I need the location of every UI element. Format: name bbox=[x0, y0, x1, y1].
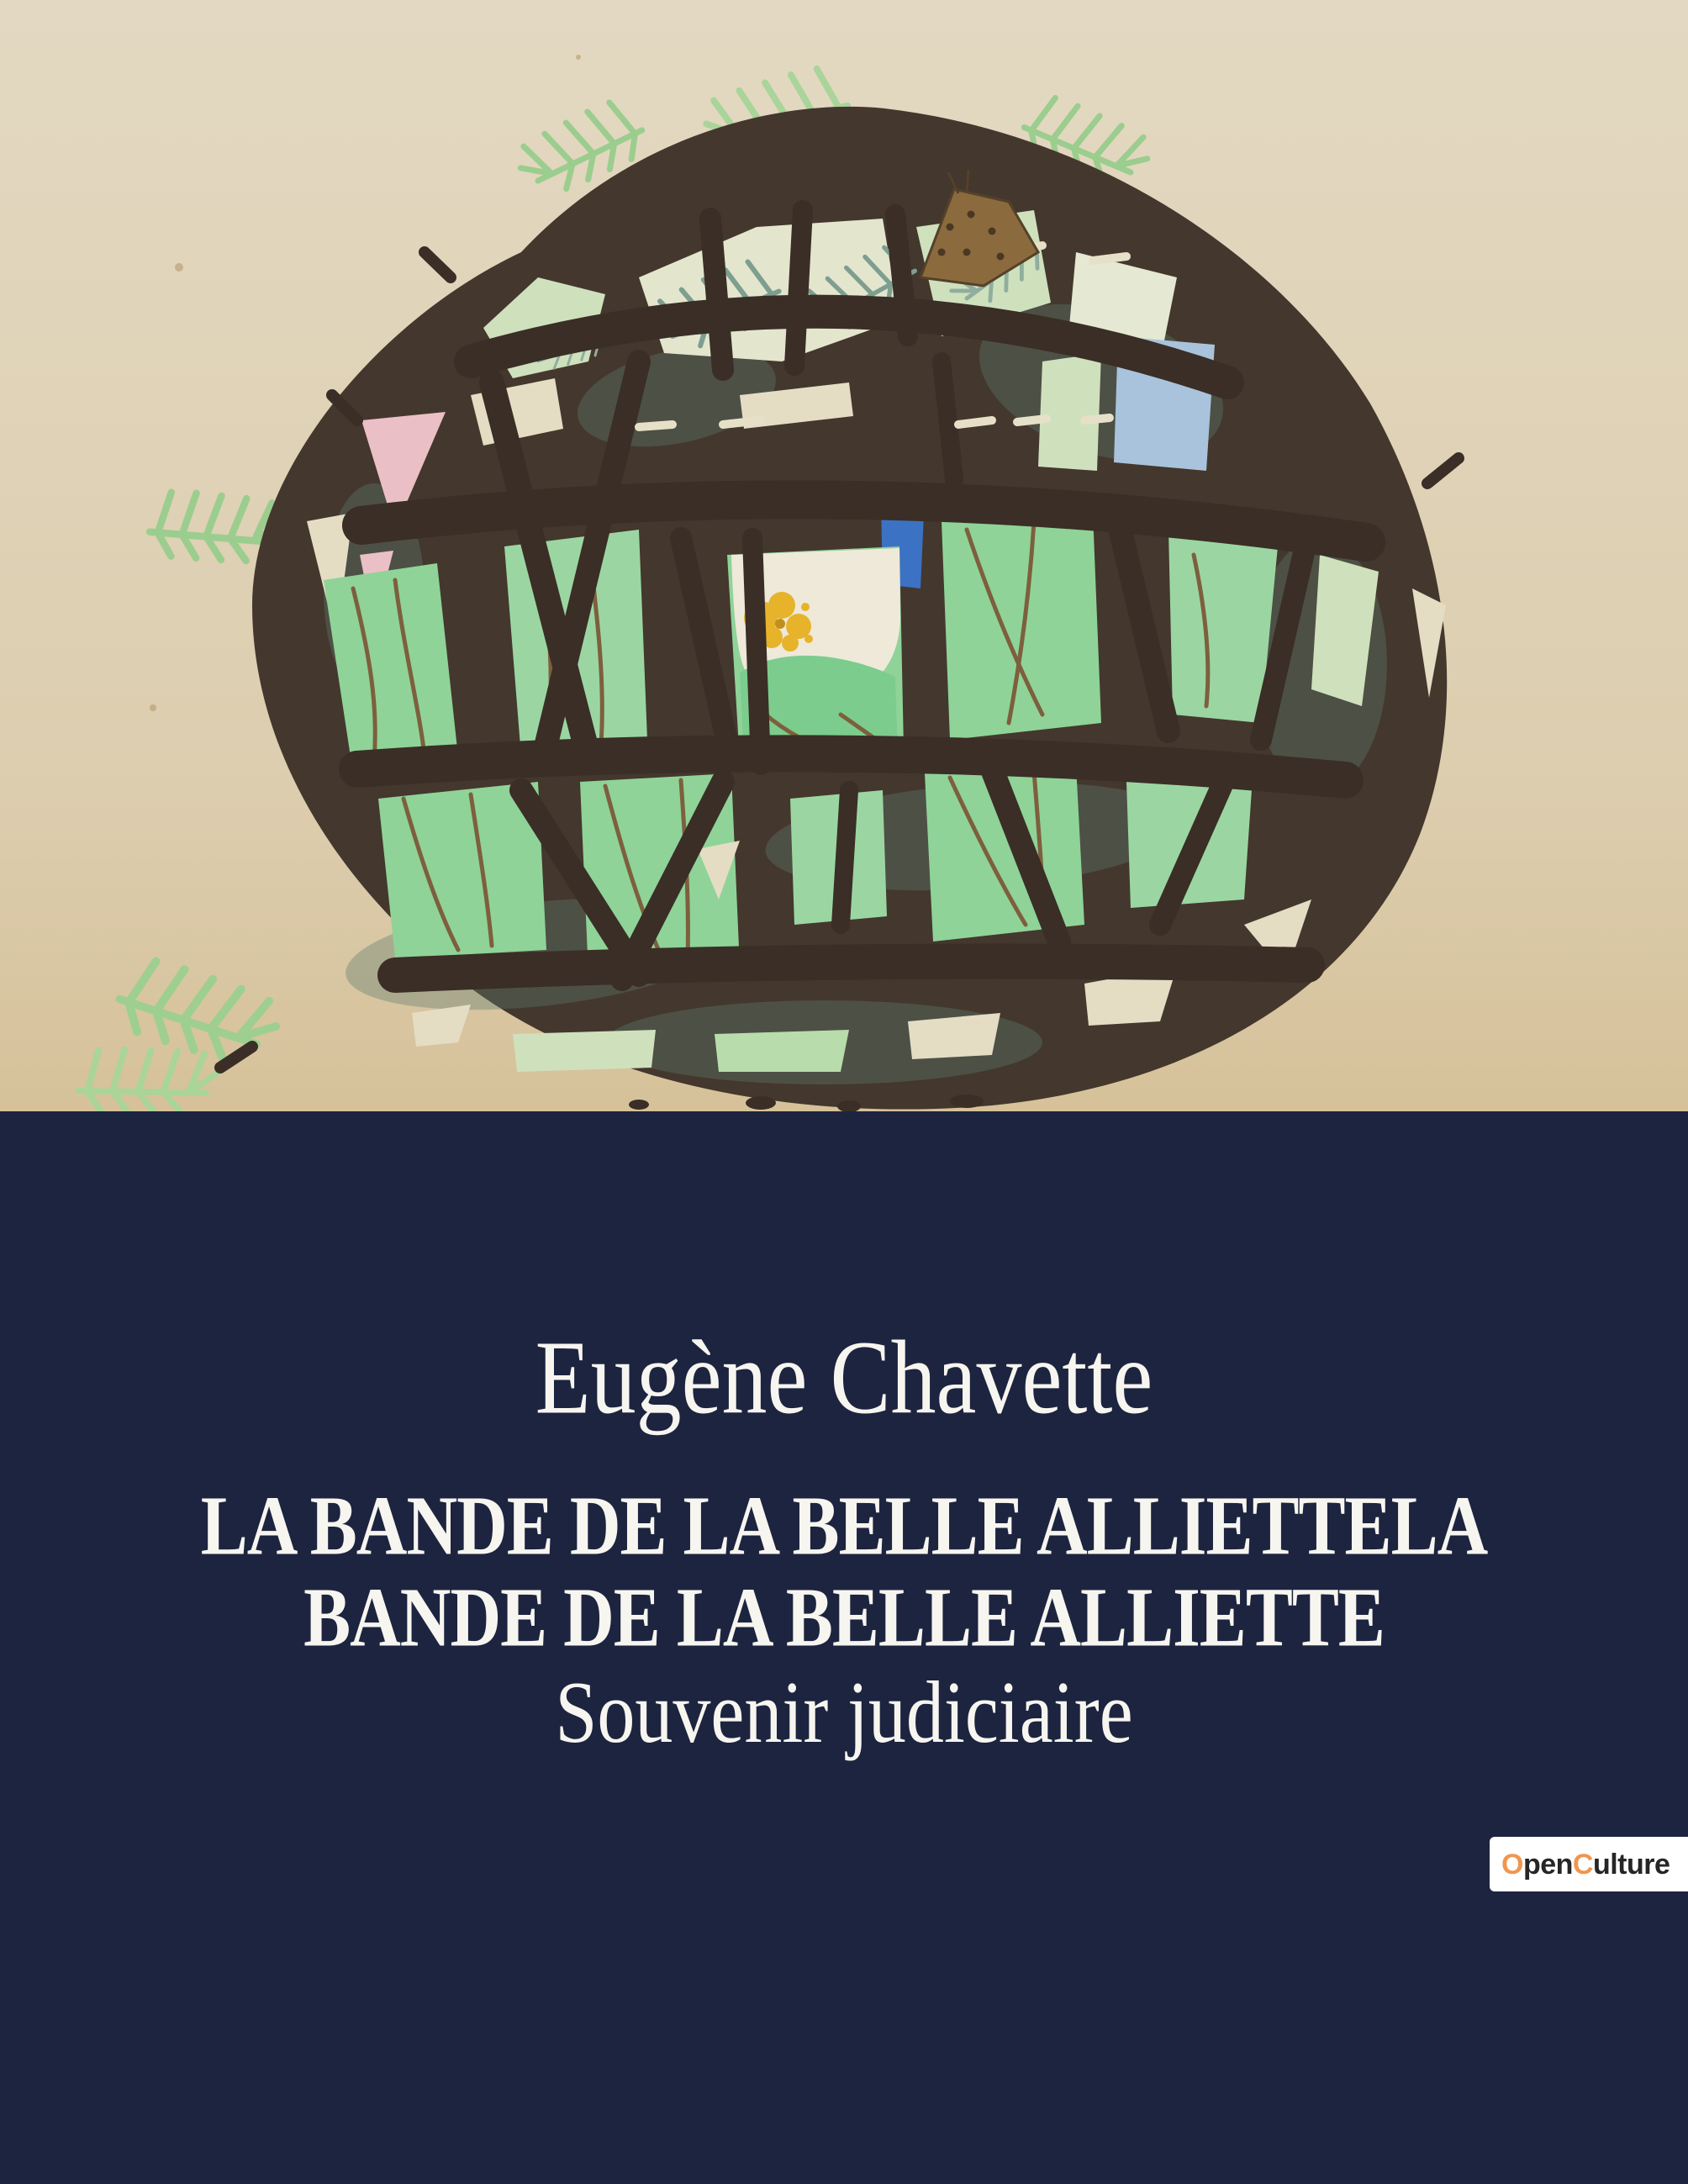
logo-letter-o: O bbox=[1501, 1848, 1523, 1881]
logo-text-ulture: ulture bbox=[1592, 1848, 1670, 1881]
title-line-1: LA BANDE DE LA BELLE ALLIETTELA bbox=[200, 1479, 1488, 1574]
book-subtitle: Souvenir judiciaire bbox=[555, 1664, 1133, 1762]
openculture-logo bbox=[1490, 1837, 1688, 1891]
logo-text-pen: pen bbox=[1522, 1848, 1573, 1881]
book-title bbox=[0, 1481, 1688, 1664]
author-name: Eugène Chavette bbox=[535, 1320, 1153, 1437]
title-line-2: BANDE DE LA BELLE ALLIETTE bbox=[303, 1570, 1385, 1665]
logo-letter-c: C bbox=[1572, 1848, 1593, 1881]
